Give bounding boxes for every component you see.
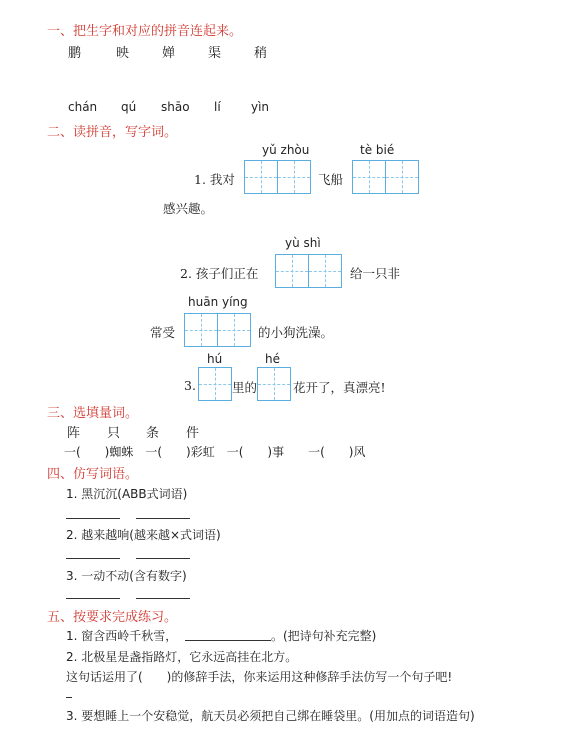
write-cell[interactable] xyxy=(257,367,291,401)
q1-text-tail: 感兴趣。 xyxy=(163,201,214,216)
rhetoric-sentence: 2. 北极星是盏指路灯，它永远高挂在北方。 xyxy=(66,650,298,664)
answer-blank[interactable] xyxy=(136,518,190,519)
q3-text-mid: 里的 xyxy=(232,380,258,395)
write-cell[interactable] xyxy=(184,313,218,347)
answer-blank[interactable] xyxy=(66,558,120,559)
q2-text-mid: 给一只非 xyxy=(350,266,401,281)
rhetoric-instruction: 这句话运用了( )的修辞手法，你来运用这种修辞手法仿写一个句子吧! xyxy=(66,670,453,684)
q1-text-pre: 1. 我对 xyxy=(194,172,235,187)
answer-blank[interactable] xyxy=(136,558,190,559)
q1-text-mid: 飞船 xyxy=(318,172,344,187)
measure-word-4: 件 xyxy=(186,426,200,441)
char-2: 映 xyxy=(116,46,130,61)
answer-blank[interactable] xyxy=(66,598,120,599)
q1-pinyin-b: tè bié xyxy=(360,143,395,157)
write-cell[interactable] xyxy=(275,254,309,288)
section1-heading: 一、把生字和对应的拼音连起来。 xyxy=(47,24,243,39)
imitate-item-2: 2. 越来越响(越来越×式词语) xyxy=(66,528,221,542)
measure-word-1: 阵 xyxy=(67,426,81,441)
q3-grid-a[interactable] xyxy=(198,367,231,401)
sentence-making-item: 3. 要想睡上一个安稳觉，航天员必须把自己绑在睡袋里。(用加点的词语造句) xyxy=(66,709,475,723)
write-cell[interactable] xyxy=(217,313,251,347)
poem-answer-blank[interactable] xyxy=(185,640,271,641)
section2-heading: 二、读拼音，写字词。 xyxy=(47,125,178,140)
q3-pinyin-a: hú xyxy=(207,352,223,366)
q2-text-pre2: 常受 xyxy=(150,325,176,340)
q2-grid-b[interactable] xyxy=(184,313,249,347)
q1-grid-b[interactable] xyxy=(352,160,417,194)
q1-grid-a[interactable] xyxy=(244,160,309,194)
q3-text-tail: 花开了，真漂亮! xyxy=(293,380,386,395)
answer-blank[interactable] xyxy=(66,697,72,698)
imitate-item-3: 3. 一动不动(含有数字) xyxy=(66,569,187,583)
measure-word-2: 只 xyxy=(107,426,121,441)
pinyin-2: qú xyxy=(121,100,137,114)
q3-pinyin-b: hé xyxy=(265,352,280,366)
write-cell[interactable] xyxy=(198,367,232,401)
q2-text-pre: 2. 孩子们正在 xyxy=(180,266,259,281)
char-1: 鹏 xyxy=(68,46,82,61)
pinyin-3: shāo xyxy=(161,100,190,114)
pinyin-5: yìn xyxy=(251,100,270,114)
section3-heading: 三、选填量词。 xyxy=(47,406,139,421)
section5-heading: 五、按要求完成练习。 xyxy=(47,610,178,625)
q2-pinyin-b: huān yíng xyxy=(188,295,248,309)
write-cell[interactable] xyxy=(308,254,342,288)
write-cell[interactable] xyxy=(244,160,278,194)
measure-word-3: 条 xyxy=(146,426,160,441)
q3-text-pre: 3. xyxy=(184,378,196,393)
pinyin-1: chán xyxy=(68,100,98,114)
q2-text-tail: 的小狗洗澡。 xyxy=(258,325,334,340)
q2-pinyin-a: yù shì xyxy=(285,236,321,250)
measure-fill-line: 一( )蜘蛛 一( )彩虹 一( )事 一( )风 xyxy=(64,445,366,459)
answer-blank[interactable] xyxy=(66,518,120,519)
char-3: 婵 xyxy=(162,46,176,61)
q3-grid-b[interactable] xyxy=(257,367,290,401)
q1-pinyin-a: yǔ zhòu xyxy=(262,143,310,157)
q2-grid-a[interactable] xyxy=(275,254,340,288)
write-cell[interactable] xyxy=(352,160,386,194)
char-5: 稍 xyxy=(254,46,268,61)
char-4: 渠 xyxy=(208,46,222,61)
answer-blank[interactable] xyxy=(136,598,190,599)
pinyin-4: lí xyxy=(214,100,221,114)
poem-item-pre: 1. 窗含西岭千秋雪， xyxy=(66,629,178,643)
write-cell[interactable] xyxy=(277,160,311,194)
write-cell[interactable] xyxy=(385,160,419,194)
poem-item-post: 。(把诗句补充完整) xyxy=(271,629,377,643)
section4-heading: 四、仿写词语。 xyxy=(47,467,139,482)
imitate-item-1: 1. 黑沉沉(ABB式词语) xyxy=(66,487,188,501)
